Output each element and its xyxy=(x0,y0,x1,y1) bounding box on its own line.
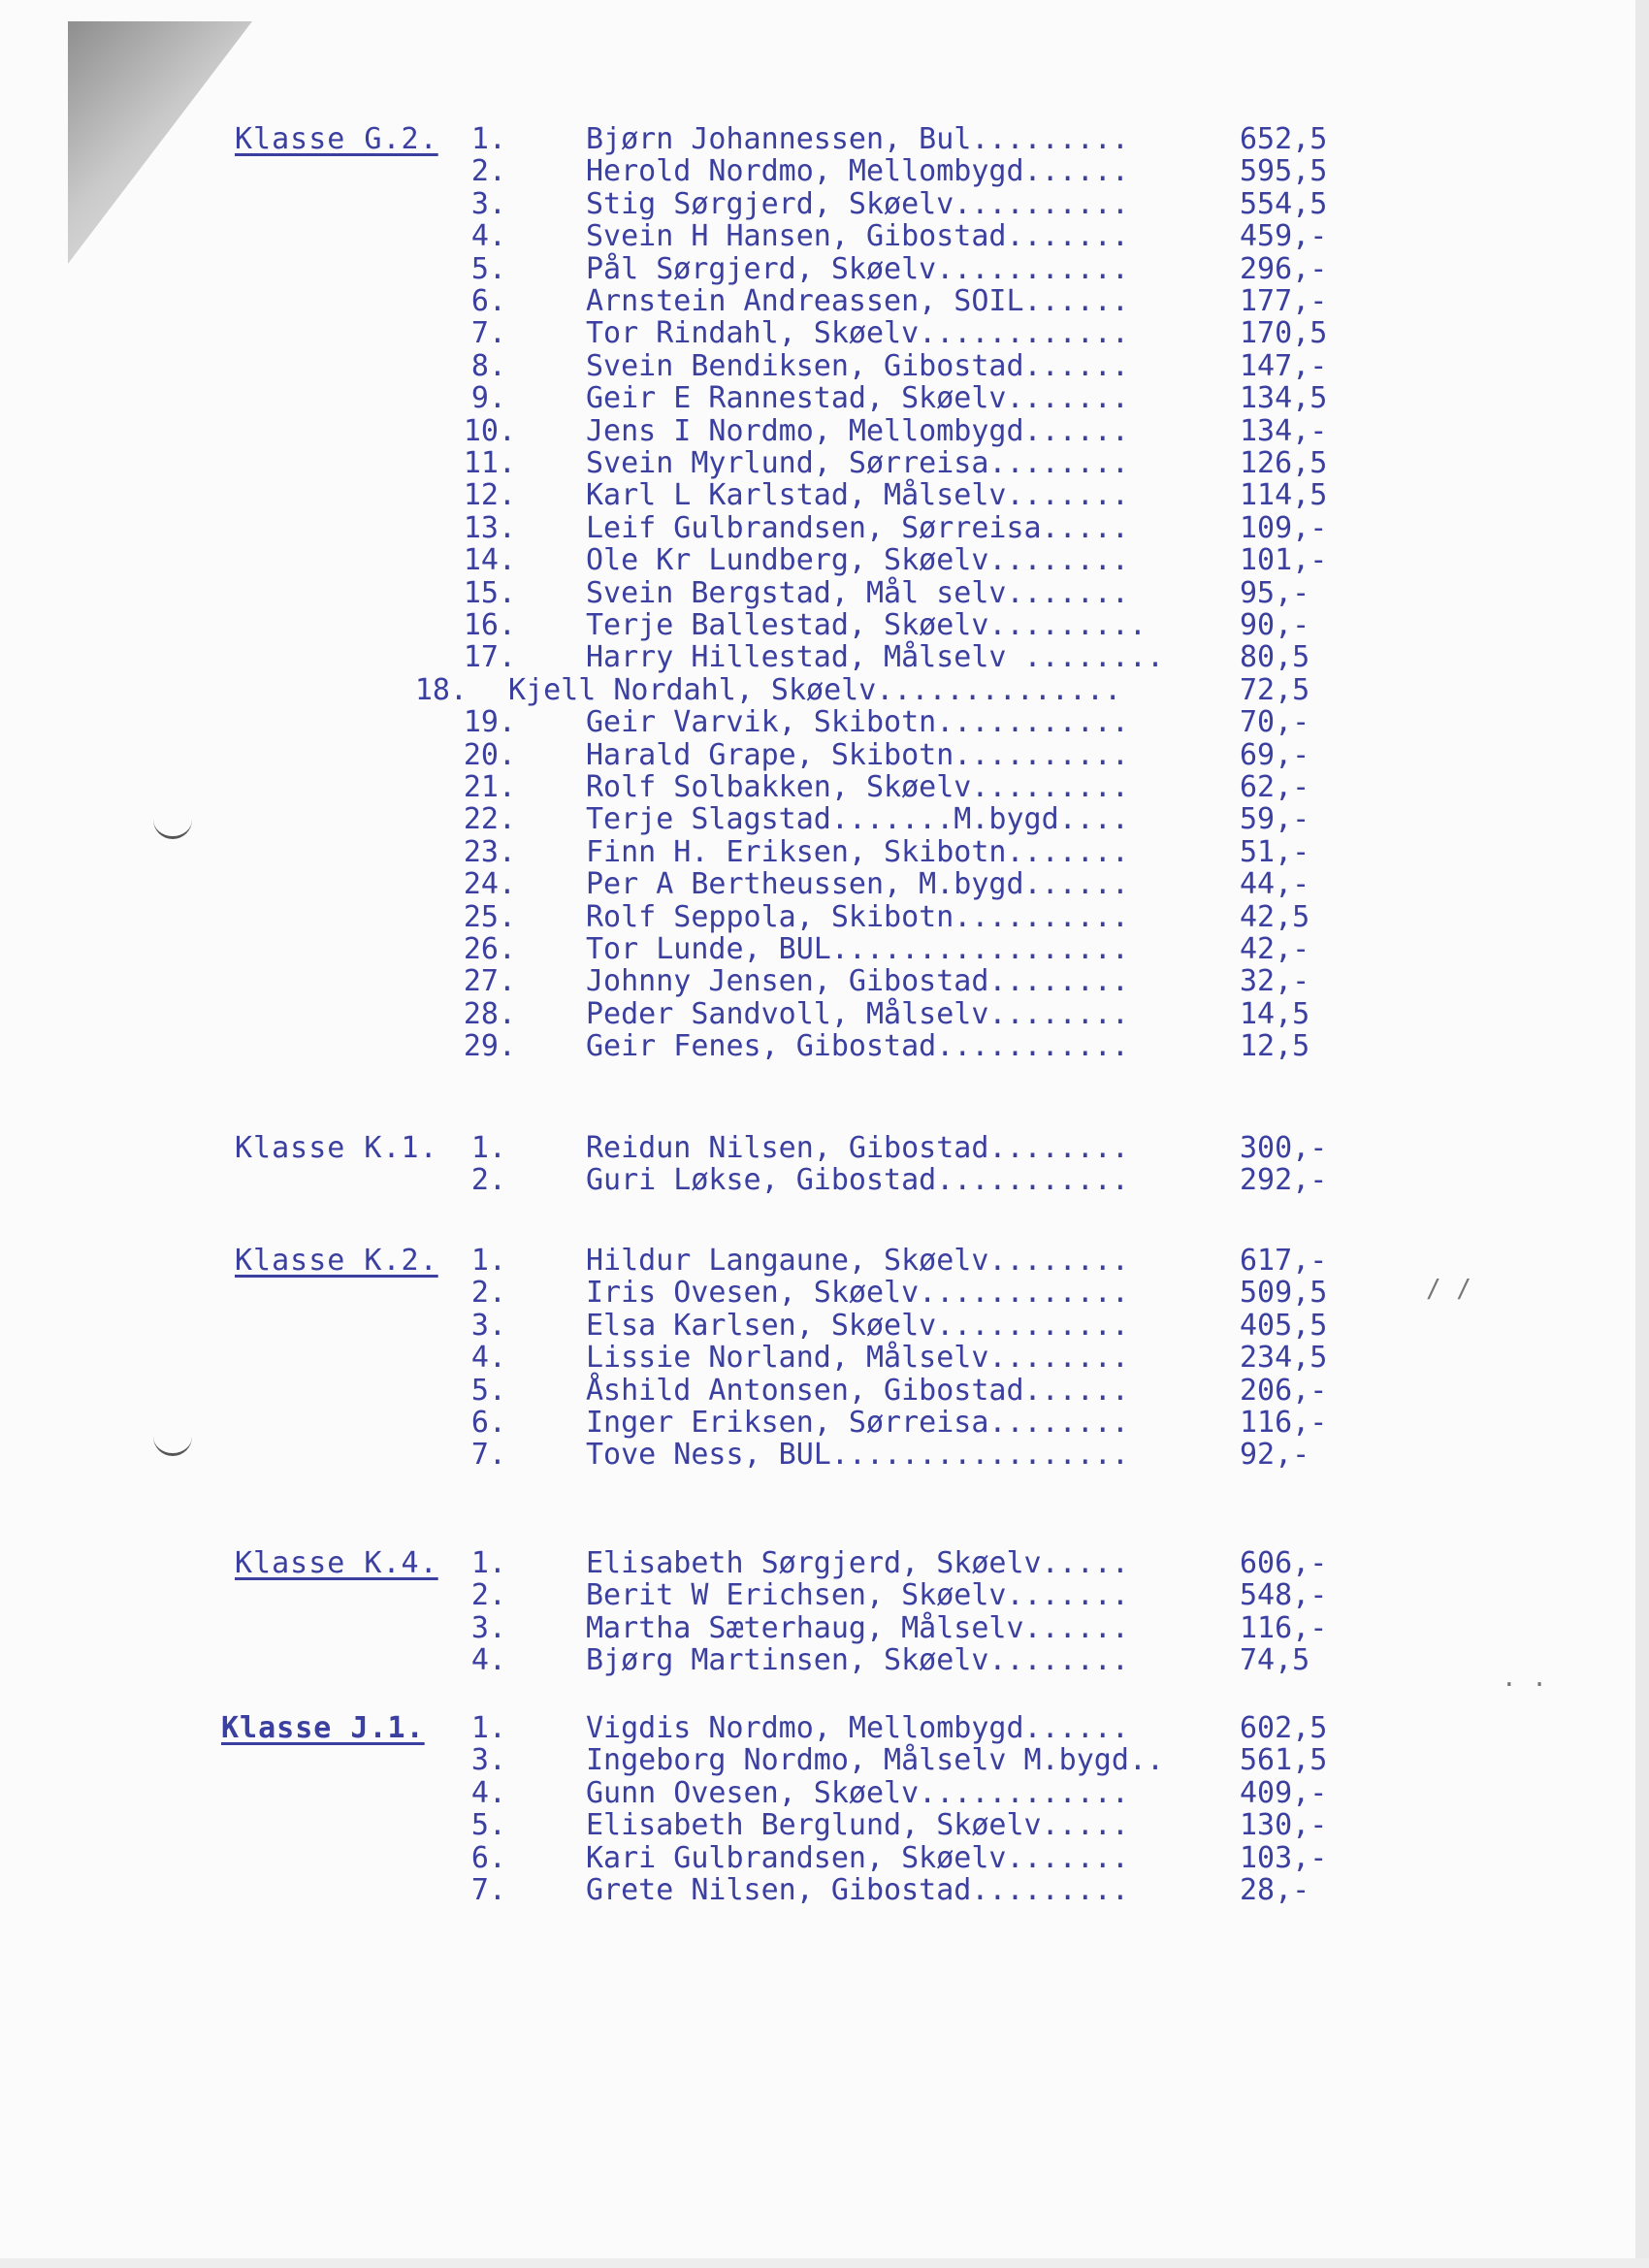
result-row xyxy=(0,1841,1649,1873)
competitor-entry: Stig Sørgjerd, Skøelv.......... xyxy=(586,186,1129,221)
result-row xyxy=(0,673,1649,705)
rank-number: 23. xyxy=(463,834,516,869)
competitor-entry: Martha Sæterhaug, Målselv...... xyxy=(586,1610,1129,1645)
score-value: 134,- xyxy=(1240,413,1328,448)
competitor-entry: Johnny Jensen, Gibostad........ xyxy=(586,964,1129,999)
class-heading: Klasse J.1. xyxy=(221,1711,425,1745)
competitor-entry: Geir Varvik, Skibotn........... xyxy=(586,705,1129,740)
result-row xyxy=(0,219,1649,254)
competitor-entry: Finn H. Eriksen, Skibotn....... xyxy=(586,834,1129,869)
score-value: 32,- xyxy=(1240,964,1310,999)
competitor-entry: Pål Sørgjerd, Skøelv........... xyxy=(586,251,1129,286)
competitor-entry: Ole Kr Lundberg, Skøelv........ xyxy=(586,543,1129,578)
rank-number: 26. xyxy=(463,932,516,966)
result-row xyxy=(0,446,1649,478)
competitor-entry: Vigdis Nordmo, Mellombygd...... xyxy=(586,1711,1129,1745)
score-value: 42,5 xyxy=(1240,899,1310,934)
rank-number: 9. xyxy=(470,381,506,416)
score-value: 300,- xyxy=(1240,1131,1328,1165)
competitor-entry: Per A Bertheussen, M.bygd...... xyxy=(586,867,1129,902)
competitor-entry: Hildur Langaune, Skøelv........ xyxy=(586,1244,1129,1278)
result-row xyxy=(0,414,1649,446)
competitor-entry: Herold Nordmo, Mellombygd...... xyxy=(586,154,1129,189)
score-value: 80,5 xyxy=(1240,640,1310,675)
result-row xyxy=(0,1546,1649,1578)
result-row xyxy=(0,1406,1649,1438)
score-value: 147,- xyxy=(1240,348,1328,383)
score-value: 206,- xyxy=(1240,1373,1328,1408)
rank-number: 17. xyxy=(463,640,516,675)
rank-number: 5. xyxy=(470,1808,506,1843)
result-row xyxy=(0,1743,1649,1778)
rank-number: 5. xyxy=(470,1373,506,1408)
rank-number: 28. xyxy=(463,996,516,1031)
competitor-entry: Gunn Ovesen, Skøelv............ xyxy=(586,1775,1129,1810)
competitor-entry: Harry Hillestad, Målselv ........ xyxy=(586,640,1165,675)
rank-number: 19. xyxy=(463,705,516,740)
rank-number: 6. xyxy=(470,284,506,318)
score-value: 130,- xyxy=(1240,1808,1328,1843)
score-value: 109,- xyxy=(1240,510,1328,545)
result-row xyxy=(0,608,1649,640)
result-row xyxy=(0,154,1649,189)
competitor-entry: Karl L Karlstad, Målselv....... xyxy=(586,478,1129,513)
result-row xyxy=(0,1643,1649,1678)
score-value: 170,5 xyxy=(1240,316,1328,351)
score-value: 14,5 xyxy=(1240,996,1310,1031)
score-value: 103,- xyxy=(1240,1840,1328,1875)
rank-number: 1. xyxy=(470,122,506,156)
result-row xyxy=(0,1374,1649,1406)
rank-number: 29. xyxy=(463,1029,516,1064)
class-heading: Klasse K.1. xyxy=(235,1131,438,1165)
result-row xyxy=(0,284,1649,316)
rank-number: 24. xyxy=(463,867,516,902)
competitor-entry: Svein Bendiksen, Gibostad...... xyxy=(586,348,1129,383)
result-row xyxy=(0,1309,1649,1341)
rank-number: 20. xyxy=(463,737,516,772)
result-row xyxy=(0,576,1649,608)
score-value: 116,- xyxy=(1240,1406,1328,1440)
competitor-entry: Terje Slagstad.......M.bygd.... xyxy=(586,802,1129,837)
rank-number: 15. xyxy=(463,575,516,610)
result-row xyxy=(0,1341,1649,1376)
rank-number: 2. xyxy=(470,1276,506,1311)
rank-number: 25. xyxy=(463,899,516,934)
result-row xyxy=(0,1244,1649,1276)
result-row xyxy=(0,1029,1649,1064)
rank-number: 1. xyxy=(470,1546,506,1580)
rank-number: 12. xyxy=(463,478,516,513)
class-heading: Klasse K.2. xyxy=(235,1244,438,1278)
competitor-entry: Arnstein Andreassen, SOIL...... xyxy=(586,284,1129,318)
rank-number: 11. xyxy=(463,446,516,480)
result-row xyxy=(0,705,1649,740)
score-value: 116,- xyxy=(1240,1610,1328,1645)
competitor-entry: Elisabeth Berglund, Skøelv..... xyxy=(586,1808,1129,1843)
score-value: 509,5 xyxy=(1240,1276,1328,1311)
score-value: 405,5 xyxy=(1240,1308,1328,1343)
rank-number: 21. xyxy=(463,770,516,804)
competitor-entry: Jens I Nordmo, Mellombygd...... xyxy=(586,413,1129,448)
stray-mark: / / xyxy=(1426,1275,1471,1304)
score-value: 126,5 xyxy=(1240,446,1328,480)
competitor-entry: Rolf Seppola, Skibotn.......... xyxy=(586,899,1129,934)
score-value: 70,- xyxy=(1240,705,1310,740)
score-value: 561,5 xyxy=(1240,1743,1328,1778)
score-value: 234,5 xyxy=(1240,1341,1328,1376)
result-row xyxy=(0,997,1649,1029)
page-edge-bottom xyxy=(0,2258,1649,2268)
rank-number: 18. xyxy=(414,672,468,707)
competitor-entry: Rolf Solbakken, Skøelv......... xyxy=(586,770,1129,804)
competitor-entry: Bjørg Martinsen, Skøelv........ xyxy=(586,1643,1129,1678)
result-row xyxy=(0,835,1649,867)
score-value: 51,- xyxy=(1240,834,1310,869)
result-row xyxy=(0,122,1649,154)
rank-number: 2. xyxy=(470,1578,506,1613)
rank-number: 3. xyxy=(470,1743,506,1778)
competitor-entry: Svein Bergstad, Mål selv....... xyxy=(586,575,1129,610)
result-row xyxy=(0,1131,1649,1163)
score-value: 296,- xyxy=(1240,251,1328,286)
score-value: 69,- xyxy=(1240,737,1310,772)
score-value: 72,5 xyxy=(1240,672,1310,707)
result-row xyxy=(0,1438,1649,1473)
rank-number: 4. xyxy=(470,219,506,254)
score-value: 548,- xyxy=(1240,1578,1328,1613)
rank-number: 7. xyxy=(470,1438,506,1473)
result-row xyxy=(0,900,1649,932)
rank-number: 3. xyxy=(470,1610,506,1645)
competitor-entry: Leif Gulbrandsen, Sørreisa..... xyxy=(586,510,1129,545)
competitor-entry: Svein Myrlund, Sørreisa........ xyxy=(586,446,1129,480)
score-value: 74,5 xyxy=(1240,1643,1310,1678)
competitor-entry: Reidun Nilsen, Gibostad........ xyxy=(586,1131,1129,1165)
competitor-entry: Berit W Erichsen, Skøelv....... xyxy=(586,1578,1129,1613)
competitor-entry: Geir E Rannestad, Skøelv....... xyxy=(586,381,1129,416)
rank-number: 4. xyxy=(470,1341,506,1376)
score-value: 617,- xyxy=(1240,1244,1328,1278)
rank-number: 6. xyxy=(470,1840,506,1875)
rank-number: 13. xyxy=(463,510,516,545)
result-row xyxy=(0,964,1649,999)
result-row xyxy=(0,1578,1649,1613)
result-row xyxy=(0,1776,1649,1808)
score-value: 101,- xyxy=(1240,543,1328,578)
result-row xyxy=(0,802,1649,837)
score-value: 28,- xyxy=(1240,1873,1310,1907)
rank-number: 4. xyxy=(470,1643,506,1678)
rank-number: 3. xyxy=(470,186,506,221)
score-value: 652,5 xyxy=(1240,122,1328,156)
rank-number: 16. xyxy=(463,608,516,642)
result-row xyxy=(0,867,1649,902)
stray-mark: · · xyxy=(1502,1670,1547,1700)
result-row xyxy=(0,478,1649,513)
competitor-entry: Tor Rindahl, Skøelv............ xyxy=(586,316,1129,351)
competitor-entry: Kjell Nordahl, Skøelv.............. xyxy=(508,672,1122,707)
rank-number: 5. xyxy=(470,251,506,286)
competitor-entry: Elisabeth Sørgjerd, Skøelv..... xyxy=(586,1546,1129,1580)
rank-number: 1. xyxy=(470,1131,506,1165)
class-heading: Klasse K.4. xyxy=(235,1546,438,1580)
result-row xyxy=(0,1873,1649,1905)
rank-number: 1. xyxy=(470,1244,506,1278)
result-row xyxy=(0,543,1649,578)
competitor-entry: Åshild Antonsen, Gibostad...... xyxy=(586,1373,1129,1408)
result-row xyxy=(0,349,1649,381)
score-value: 554,5 xyxy=(1240,186,1328,221)
rank-number: 10. xyxy=(463,413,516,448)
result-row xyxy=(0,932,1649,964)
rank-number: 3. xyxy=(470,1308,506,1343)
score-value: 44,- xyxy=(1240,867,1310,902)
competitor-entry: Tor Lunde, BUL................. xyxy=(586,932,1129,966)
competitor-entry: Elsa Karlsen, Skøelv........... xyxy=(586,1308,1129,1343)
score-value: 134,5 xyxy=(1240,381,1328,416)
rank-number: 7. xyxy=(470,1873,506,1907)
score-value: 12,5 xyxy=(1240,1029,1310,1064)
score-value: 95,- xyxy=(1240,575,1310,610)
result-row xyxy=(0,738,1649,770)
competitor-entry: Harald Grape, Skibotn.......... xyxy=(586,737,1129,772)
rank-number: 14. xyxy=(463,543,516,578)
result-row xyxy=(0,252,1649,284)
rank-number: 4. xyxy=(470,1775,506,1810)
score-value: 606,- xyxy=(1240,1546,1328,1580)
rank-number: 27. xyxy=(463,964,516,999)
competitor-entry: Terje Ballestad, Skøelv......... xyxy=(586,608,1147,642)
score-value: 459,- xyxy=(1240,219,1328,254)
score-value: 62,- xyxy=(1240,770,1310,804)
competitor-entry: Tove Ness, BUL................. xyxy=(586,1438,1129,1473)
rank-number: 7. xyxy=(470,316,506,351)
result-row xyxy=(0,1808,1649,1843)
score-value: 409,- xyxy=(1240,1775,1328,1810)
competitor-entry: Kari Gulbrandsen, Skøelv....... xyxy=(586,1840,1129,1875)
rank-number: 6. xyxy=(470,1406,506,1440)
score-value: 90,- xyxy=(1240,608,1310,642)
rank-number: 2. xyxy=(470,1163,506,1198)
score-value: 177,- xyxy=(1240,284,1328,318)
competitor-entry: Bjørn Johannessen, Bul......... xyxy=(586,122,1129,156)
competitor-entry: Iris Ovesen, Skøelv............ xyxy=(586,1276,1129,1311)
result-row xyxy=(0,1276,1649,1311)
score-value: 59,- xyxy=(1240,802,1310,837)
competitor-entry: Grete Nilsen, Gibostad......... xyxy=(586,1873,1129,1907)
score-value: 92,- xyxy=(1240,1438,1310,1473)
result-row xyxy=(0,1711,1649,1743)
score-value: 42,- xyxy=(1240,932,1310,966)
score-value: 595,5 xyxy=(1240,154,1328,189)
rank-number: 2. xyxy=(470,154,506,189)
competitor-entry: Geir Fenes, Gibostad........... xyxy=(586,1029,1129,1064)
competitor-entry: Lissie Norland, Målselv........ xyxy=(586,1341,1129,1376)
result-row xyxy=(0,1163,1649,1198)
rank-number: 1. xyxy=(470,1711,506,1745)
score-value: 602,5 xyxy=(1240,1711,1328,1745)
result-row xyxy=(0,316,1649,351)
result-row xyxy=(0,770,1649,802)
competitor-entry: Peder Sandvoll, Målselv........ xyxy=(586,996,1129,1031)
result-row xyxy=(0,187,1649,219)
competitor-entry: Ingeborg Nordmo, Målselv M.bygd.. xyxy=(586,1743,1165,1778)
result-row xyxy=(0,511,1649,543)
result-row xyxy=(0,640,1649,675)
result-row xyxy=(0,1611,1649,1643)
result-row xyxy=(0,381,1649,416)
competitor-entry: Guri Løkse, Gibostad........... xyxy=(586,1163,1129,1198)
competitor-entry: Inger Eriksen, Sørreisa........ xyxy=(586,1406,1129,1440)
score-value: 114,5 xyxy=(1240,478,1328,513)
competitor-entry: Svein H Hansen, Gibostad....... xyxy=(586,219,1129,254)
class-heading: Klasse G.2. xyxy=(235,122,438,156)
rank-number: 22. xyxy=(463,802,516,837)
score-value: 292,- xyxy=(1240,1163,1328,1198)
rank-number: 8. xyxy=(470,348,506,383)
